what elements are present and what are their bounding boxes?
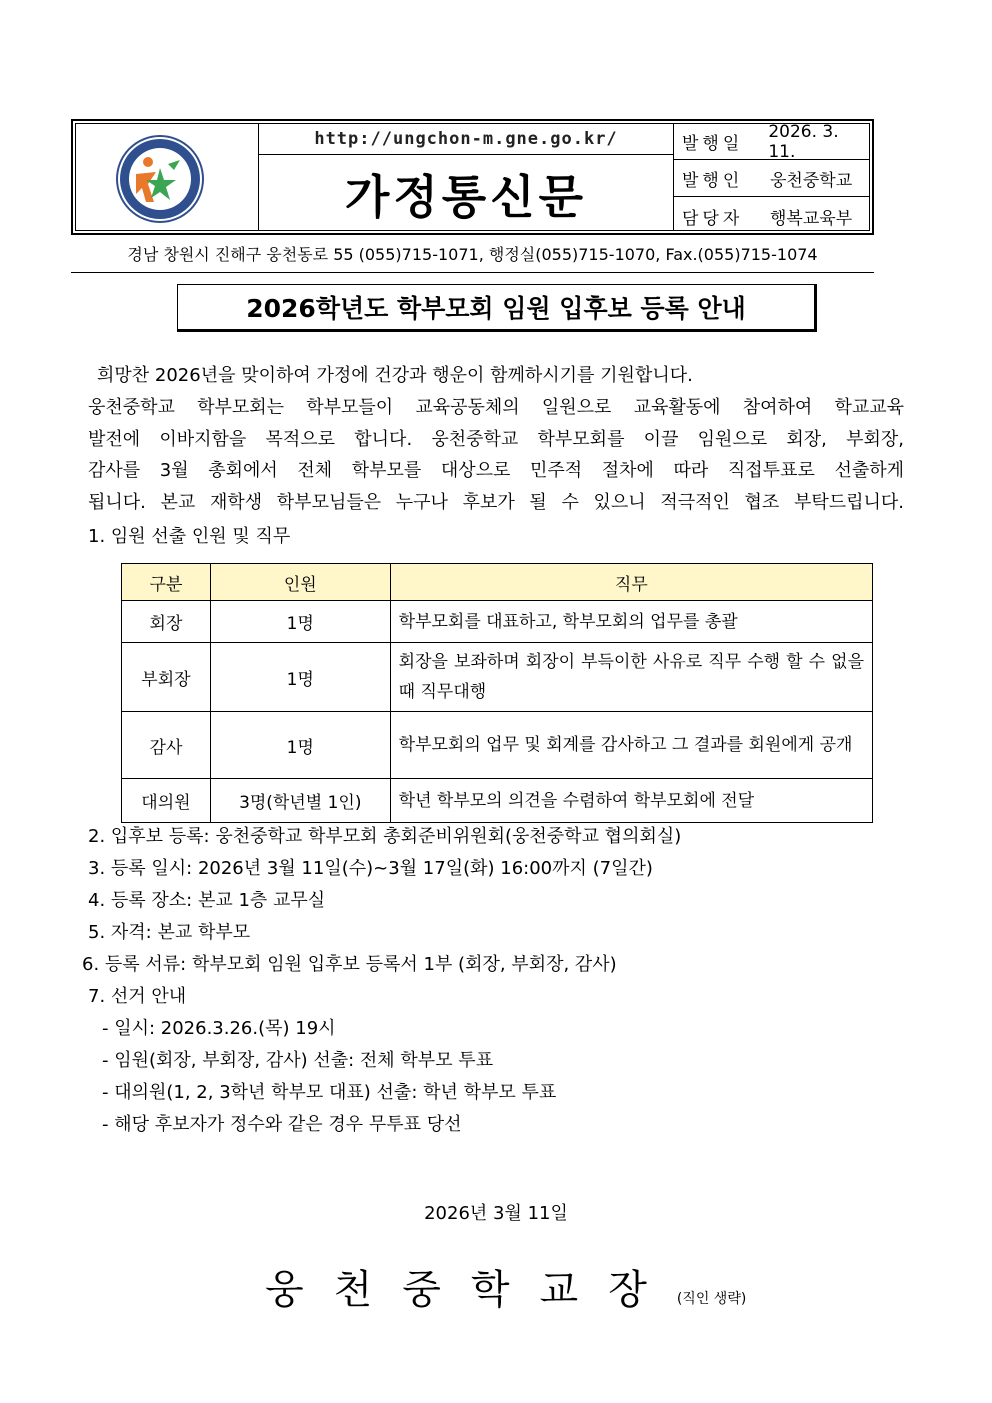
issue-date: 2026년 3월 11일 (424, 1203, 568, 1224)
title-cell (259, 124, 674, 230)
count-cell: 1명 (210, 643, 390, 712)
table-header: 직무 (390, 564, 872, 601)
role-cell: 대의원 (122, 779, 211, 823)
role-cell: 회장 (122, 601, 211, 643)
table-row (122, 712, 873, 779)
seal-omitted-note: (직인 생략) (676, 1291, 747, 1307)
election-detail: - 대의원(1, 2, 3학년 학부모 대표) 선출: 학년 학부모 투표 (102, 1082, 557, 1103)
department-value: 행복교육부 (770, 208, 853, 229)
table-row (122, 779, 873, 823)
count-cell: 3명(학년별 1인) (210, 779, 390, 823)
table-header: 인원 (210, 564, 390, 601)
list-item: 4. 등록 장소: 본교 1층 교무실 (88, 890, 326, 911)
list-item: 5. 자격: 본교 학부모 (88, 922, 251, 943)
school-url-link[interactable]: http://ungchon-m.gne.go.kr/ (259, 124, 673, 155)
issue-info (674, 121, 869, 230)
divider (71, 272, 874, 273)
body-paragraph (88, 392, 904, 518)
greeting-text: 희망찬 2026년을 맞이하여 가정에 건강과 행운이 함께하시기를 기원합니다. (97, 365, 693, 386)
signature-text: 웅천중학교장 (265, 1267, 677, 1313)
document-title: 2026학년도 학부모회 임원 입후보 등록 안내 (177, 284, 817, 332)
header-inner (75, 123, 870, 231)
issue-date-value: 2026. 3. 11. (768, 121, 839, 162)
duty-cell: 회장을 보좌하며 회장이 부득이한 사유로 직무 수행 할 수 없을 때 직무대행 (390, 643, 872, 712)
table-row (122, 601, 873, 643)
duty-cell: 학부모회를 대표하고, 학부모회의 업무를 총괄 (390, 601, 872, 643)
role-cell: 감사 (122, 712, 211, 779)
issue-date-label: 발행일 (682, 134, 744, 154)
department-row (674, 198, 869, 234)
duty-cell: 학부모회의 업무 및 회계를 감사하고 그 결과를 회원에게 공개 (390, 712, 872, 779)
header-box (71, 119, 874, 235)
election-detail: - 임원(회장, 부회장, 감사) 선출: 전체 학부모 투표 (102, 1050, 494, 1071)
newsletter-title: 가정통신문 (344, 170, 588, 224)
body-line: 감사를 3월 총회에서 전체 학부모를 대상으로 민주적 절차에 따라 직접투표로 선출하게 (88, 460, 904, 481)
principal-signature (265, 1258, 746, 1315)
publisher-value: 웅천중학교 (770, 171, 853, 191)
role-cell: 부회장 (122, 643, 211, 712)
department-label: 담당자 (682, 208, 744, 229)
section1-title: 1. 임원 선출 인원 및 직무 (88, 526, 291, 547)
list-item: 6. 등록 서류: 학부모회 임원 입후보 등록서 1부 (회장, 부회장, 감사) (82, 954, 617, 975)
publisher-label: 발행인 (682, 171, 744, 191)
school-emblem-icon (76, 124, 258, 234)
list-item: 7. 선거 안내 (88, 986, 187, 1007)
officer-table (121, 563, 873, 823)
list-item: 2. 입후보 등록: 웅천중학교 학부모회 총회준비위원회(웅천중학교 협의회실) (88, 826, 682, 847)
list-item: 3. 등록 일시: 2026년 3월 11일(수)~3월 17일(화) 16:00까지 (7일간) (88, 858, 653, 879)
table-row (122, 643, 873, 712)
election-detail: - 일시: 2026.3.26.(목) 19시 (102, 1018, 336, 1039)
school-address: 경남 창원시 진해구 웅천동로 55 (055)715-1071, 행정실(055)715-1070, Fax.(055)715-1074 (127, 245, 818, 264)
duty-cell: 학년 학부모의 의견을 수렴하여 학부모회에 전달 (390, 779, 872, 823)
count-cell: 1명 (210, 712, 390, 779)
table-header-row (122, 564, 873, 601)
table-header: 구분 (122, 564, 211, 601)
logo-cell (76, 124, 259, 230)
body-line: 웅천중학교 학부모회는 학부모들이 교육공동체의 일원으로 교육활동에 참여하여 학교교육 (88, 397, 904, 418)
body-line: 발전에 이바지함을 목적으로 합니다. 웅천중학교 학부모회를 이끌 임원으로 회장, 부회장, (88, 428, 904, 450)
publisher-row (674, 161, 869, 197)
election-detail: - 해당 후보자가 정수와 같은 경우 무투표 당선 (102, 1114, 462, 1135)
issue-date-row (674, 121, 869, 162)
body-line: 됩니다. 본교 재학생 학부모님들은 누구나 후보가 될 수 있으니 적극적인 협조 부탁드립니다. (88, 491, 904, 513)
count-cell: 1명 (210, 601, 390, 643)
